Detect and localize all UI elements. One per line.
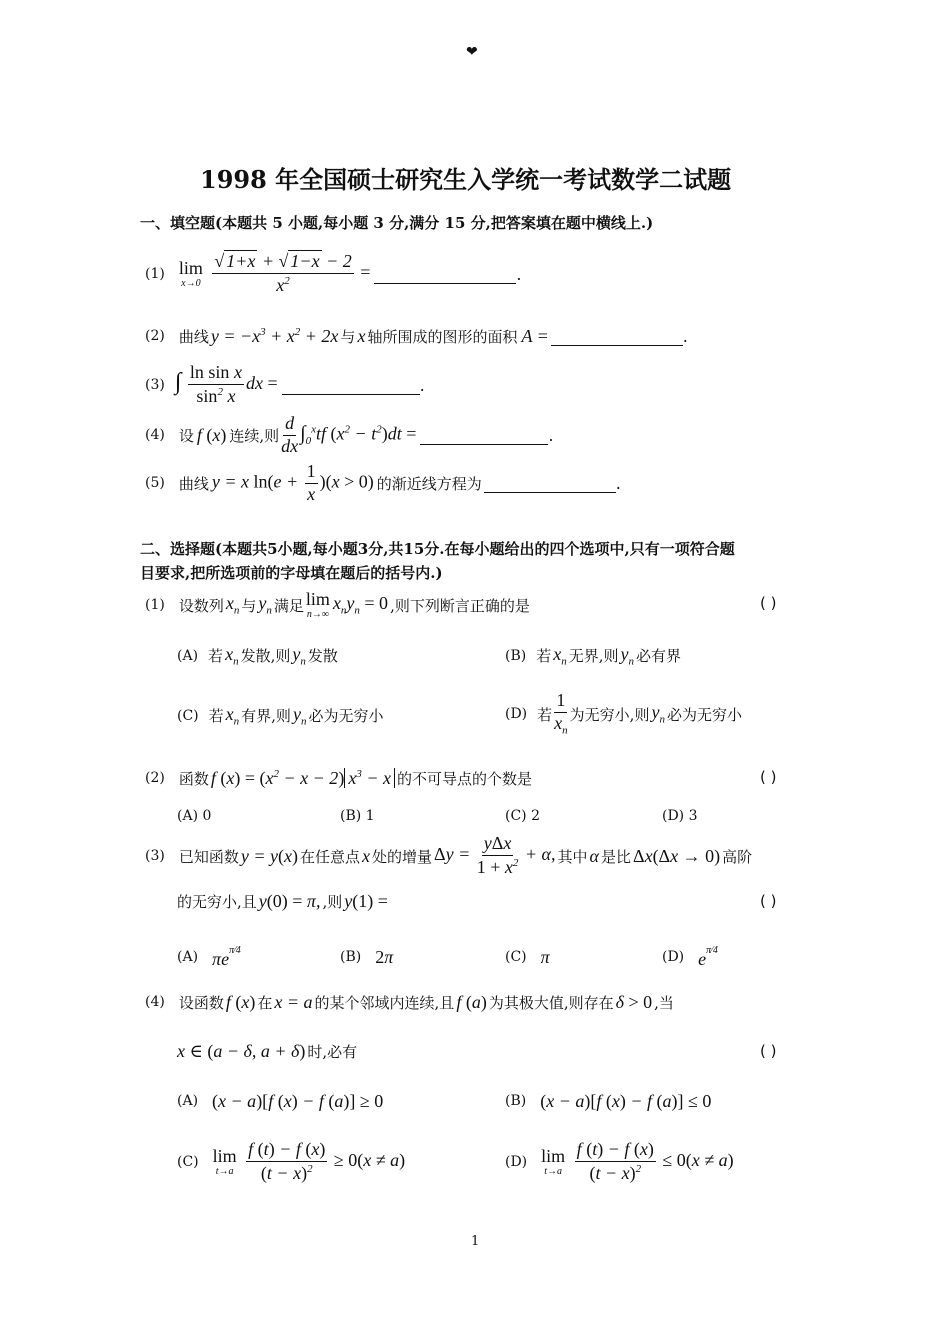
- fill-q5-text2: 的渐近线方程为: [376, 474, 482, 493]
- fill-q2-text2: 与: [340, 327, 356, 346]
- page-title: 1998 年全国硕士研究生入学统一考试数学二试题: [200, 165, 732, 194]
- choice-q3-line2-text2: ,则: [322, 892, 343, 911]
- option-a-text3: 发散: [307, 647, 338, 666]
- fill-q2: (2) 曲线 $y = -x^3 + x^2 + 2x$ 与 x 轴所围成的图形的面积 A = .: [145, 325, 688, 346]
- choice-q4-option-b[interactable]: (B) (x − a)[f (x) − f (a)] ≤ 0: [505, 1090, 712, 1111]
- choice-q4-option-a[interactable]: (A) (x − a)[f (x) − f (a)] ≥ 0: [177, 1090, 384, 1111]
- choice-q3-option-d[interactable]: (D) $e^{\pi⁄4}$: [662, 944, 718, 969]
- option-d-label: (D): [505, 706, 528, 722]
- choice-q2: (2) 函数 f $(x) = (x^2 - x - 2) x^3 - x$ 的不可导点的个数是: [145, 767, 532, 788]
- option-c-label: (C): [177, 707, 199, 724]
- choice-q3-text2: 在任意点: [299, 847, 360, 866]
- option-b-label: (B): [340, 949, 362, 965]
- option-d-text2: 为无穷小,则: [569, 705, 650, 724]
- choice-q1-option-d[interactable]: (D) 若 $\frac{1}{x_n}$ 为无穷小,则 $y_n$ 必为无穷小: [505, 690, 742, 737]
- fill-q5-text1: 曲线: [178, 474, 209, 493]
- option-c-text3: 必为无穷小: [308, 707, 384, 726]
- option-b-text1: 若: [536, 647, 552, 666]
- option-d-label: (D): [662, 949, 685, 965]
- choice-q3-option-c[interactable]: (C) π: [505, 946, 550, 967]
- choice-q4: (4) 设函数 f (x) 在 x = a 的某个邻域内连续,且 f (a) 为其极大值,则存在 δ > 0 ,当: [145, 991, 674, 1012]
- choice-q3-number: (3): [145, 848, 165, 864]
- option-d-text1: 若: [537, 705, 553, 724]
- fill-q4: (4) 设 f (x) 连续,则 $\frac{d}{dx}$ $\int_0^xtf$ $(x^2 - t^2)dt$ = .: [145, 412, 554, 456]
- option-b-label: (B): [505, 647, 527, 664]
- fill-q1: (1) lim x→0 $\frac{√ 1+x + √ 1-x - 2}{x^2}$ = .: [145, 251, 522, 295]
- choice-q4-text2: 在: [257, 993, 273, 1012]
- choice-q3-line2-text1: 的无穷小,且: [177, 892, 257, 911]
- choice-q4-option-c[interactable]: (C) lim t→a $\frac{f (t) - f (x)}{(t - x)^2}$ ≥ 0(x ≠ a): [177, 1139, 406, 1183]
- choice-q1-text2: 与: [241, 596, 257, 615]
- choice-q1-text1: 设数列: [178, 596, 224, 615]
- choice-q4-answer-paren[interactable]: ( ): [760, 1042, 777, 1060]
- option-c-label: (C): [177, 1154, 199, 1170]
- fill-q2-text1: 曲线: [178, 327, 209, 346]
- fill-q5-number: (5): [145, 475, 165, 491]
- page-number: 1: [471, 1234, 480, 1249]
- choice-q3-option-a[interactable]: (A) $\pi e^{\pi⁄4}$: [177, 944, 241, 969]
- option-a-label: (A): [177, 647, 199, 664]
- fill-q4-answer-blank[interactable]: [420, 426, 548, 445]
- choice-q3-text5: 是比: [600, 847, 631, 866]
- fill-q1-answer-blank[interactable]: [374, 265, 516, 284]
- option-c-label: (C): [505, 949, 527, 965]
- fill-q5-answer-blank[interactable]: [484, 474, 616, 493]
- option-a-label: (A): [177, 1093, 199, 1109]
- fill-q4-text1: 设: [178, 426, 194, 445]
- choice-q2-option-d[interactable]: (D) 3: [662, 808, 698, 824]
- option-d-text3: 必为无穷小: [666, 705, 742, 724]
- option-a-text1: 若: [208, 647, 224, 666]
- option-d-label: (D): [505, 1154, 528, 1170]
- option-c-text1: 若: [208, 707, 224, 726]
- fill-q1-number: (1): [145, 266, 165, 282]
- choice-q4-option-d[interactable]: (D) lim t→a $\frac{f (t) - f (x)}{(t - x)^2}$ ≤ 0(x ≠ a): [505, 1139, 734, 1183]
- option-a-label: (A): [177, 949, 199, 965]
- choice-q3: (3) 已知函数 y = y(x) 在任意点 x 处的增量 Δy = $\frac{\text{yΔx}}{1 + x^2}$ + α, 其中 α 是比 Δx(Δx → 0) 高阶: [145, 833, 753, 877]
- choice-q1-option-a[interactable]: (A) 若 $x_n$ 发散,则 $y_n$ 发散: [177, 644, 338, 668]
- section2-heading-line1: 二、选择题(本题共5小题,每小题3分,共15分.在每小题给出的四个选项中,只有一项符合题: [140, 540, 735, 558]
- choice-q4-text4: 为其极大值,则存在: [488, 993, 614, 1012]
- choice-q2-option-c[interactable]: (C) 2: [505, 808, 540, 824]
- option-c-text2: 有界,则: [241, 707, 291, 726]
- choice-q4-text5: ,当: [654, 993, 674, 1012]
- choice-q4-number: (4): [145, 994, 165, 1010]
- option-b-text2: 无界,则: [568, 647, 619, 666]
- choice-q4-text1: 设函数: [178, 993, 224, 1012]
- fill-q4-number: (4): [145, 427, 165, 443]
- choice-q3-line2: 的无穷小,且 y(0) = π, ,则 y(1) =: [177, 890, 388, 911]
- choice-q4-text3: 的某个邻域内连续,且: [314, 993, 455, 1012]
- choice-q2-option-b[interactable]: (B) 1: [340, 808, 375, 824]
- heart-icon: ❤: [466, 44, 478, 60]
- option-b-text3: 必有界: [636, 647, 682, 666]
- fill-q5: (5) 曲线 y = x ln(e + $\frac{1}{x}$ )(x > 0) 的渐近线方程为 .: [145, 460, 621, 504]
- choice-q3-text6: 高阶: [722, 847, 753, 866]
- fill-q2-number: (2): [145, 328, 165, 344]
- choice-q4-line2-text: 时,必有: [307, 1042, 358, 1061]
- fill-q3: (3) ∫ $\frac{\text{ln sin x}}{\sin^2 x}$ dx = .: [145, 362, 425, 406]
- choice-q2-text2: 的不可导点的个数是: [396, 769, 532, 788]
- choice-q1-option-c[interactable]: (C) 若 $x_n$ 有界,则 $y_n$ 必为无穷小: [177, 704, 384, 728]
- choice-q3-text3: 处的增量: [372, 847, 433, 866]
- section1-heading: 一、填空题(本题共 5 小题,每小题 3 分,满分 15 分,把答案填在题中横线上.): [140, 214, 654, 232]
- fill-q3-number: (3): [145, 377, 165, 393]
- choice-q3-answer-paren[interactable]: ( ): [760, 892, 777, 910]
- choice-q2-option-a[interactable]: (A) 0: [177, 808, 212, 824]
- choice-q2-number: (2): [145, 770, 165, 786]
- choice-q3-text1: 已知函数: [178, 847, 239, 866]
- choice-q4-line2: x ∈ (a − δ, a + δ) 时,必有: [177, 1040, 358, 1061]
- choice-q1-answer-paren[interactable]: ( ): [760, 594, 777, 612]
- choice-q1: (1) 设数列 $x_n$ 与 $y_n$ 满足 lim n→∞ $x_ny_n = 0$ ,则下列断言正确的是: [145, 589, 530, 620]
- choice-q3-text4: 其中: [557, 847, 588, 866]
- choice-q1-number: (1): [145, 597, 165, 613]
- choice-q2-answer-paren[interactable]: ( ): [760, 768, 777, 786]
- choice-q1-option-b[interactable]: (B) 若 $x_n$ 无界,则 $y_n$ 必有界: [505, 644, 682, 668]
- choice-q2-text1: 函数: [178, 769, 209, 788]
- choice-q3-option-b[interactable]: (B) 2π: [340, 946, 394, 967]
- fill-q4-text2: 连续,则: [229, 426, 280, 445]
- option-a-text2: 发散,则: [240, 647, 291, 666]
- section2-heading-line2: 目要求,把所选项前的字母填在题后的括号内.): [140, 564, 443, 582]
- choice-q1-text3: 满足: [273, 596, 304, 615]
- fill-q1-formula: lim x→0 $\frac{√ 1+x + √ 1-x - 2}{x^2}$ =: [178, 251, 371, 295]
- fill-q2-answer-blank[interactable]: [551, 327, 683, 346]
- choice-q1-text4: ,则下列断言正确的是: [390, 596, 530, 615]
- option-b-label: (B): [505, 1093, 527, 1109]
- fill-q2-text3: 轴所围成的图形的面积: [367, 327, 518, 346]
- fill-q3-answer-blank[interactable]: [282, 376, 420, 395]
